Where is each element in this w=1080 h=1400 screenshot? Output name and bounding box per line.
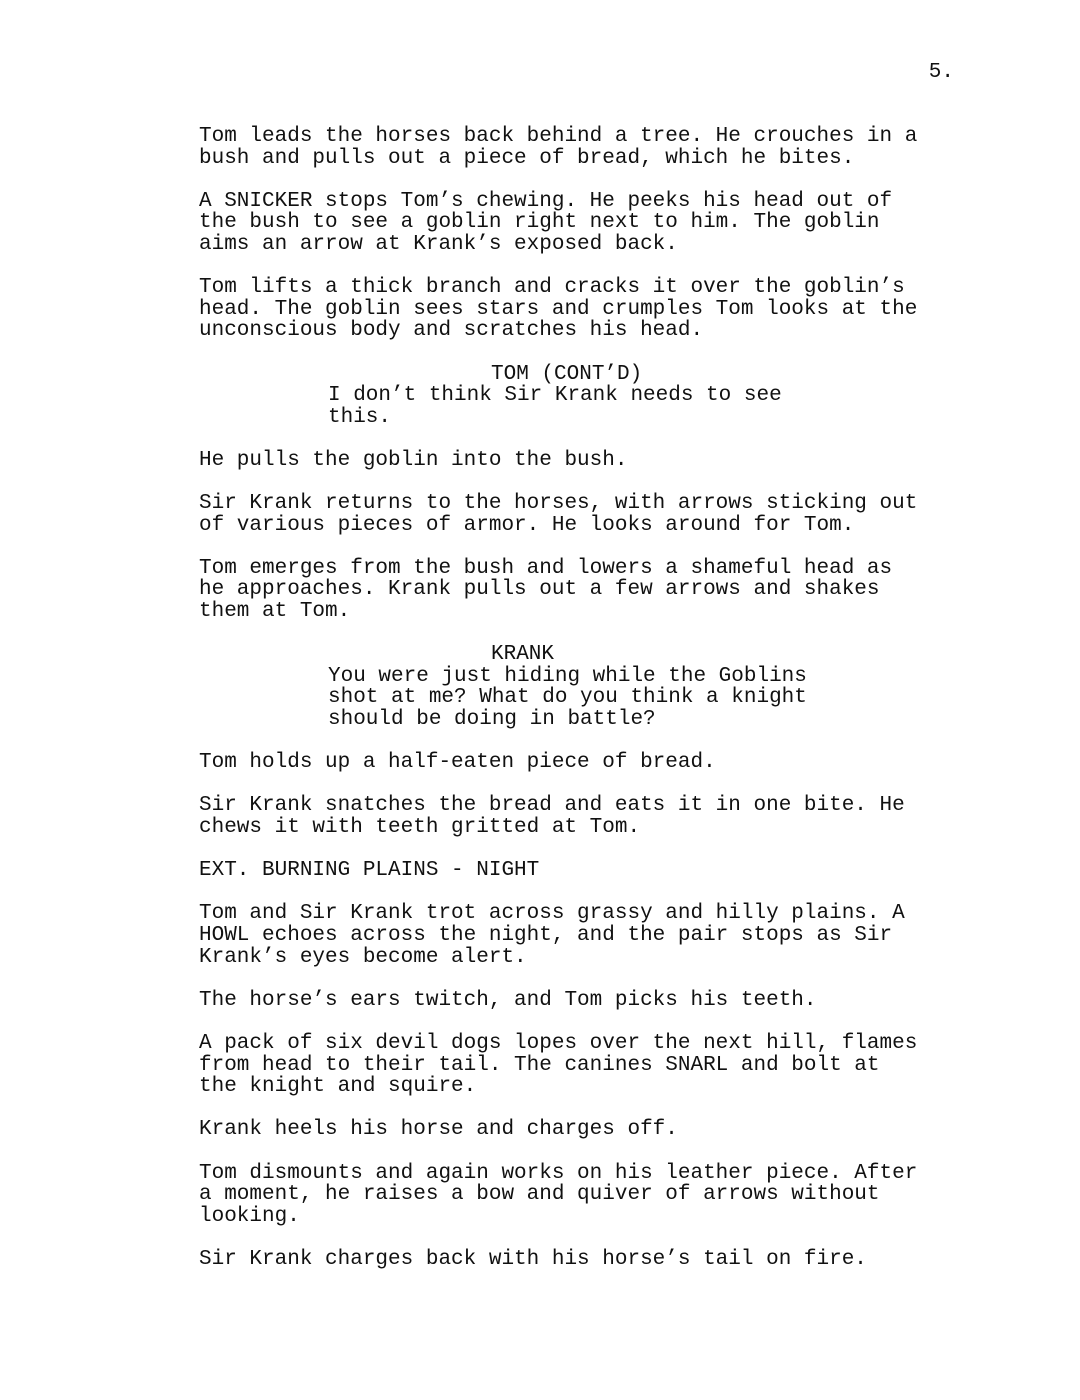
page-number: 5. bbox=[928, 61, 954, 84]
action-paragraph: Tom dismounts and again works on his leather piece. After a moment, he raises a bow and quiver of arrows without looking. bbox=[199, 1161, 918, 1228]
dialogue-block-krank bbox=[199, 644, 939, 730]
action-paragraph: He pulls the goblin into the bush. bbox=[199, 448, 628, 472]
action-paragraph: Sir Krank charges back with his horse’s tail on fire. bbox=[199, 1247, 867, 1271]
action-paragraph: Sir Krank returns to the horses, with arrows sticking out of various pieces of armor. He looks around for Tom. bbox=[199, 492, 918, 537]
action-paragraph: Tom emerges from the bush and lowers a shameful head as he approaches. Krank pulls out a few arrows and shakes them at Tom. bbox=[199, 556, 893, 624]
dialogue-line: I don’t think Sir Krank needs to see this. bbox=[328, 384, 782, 429]
action-paragraph: The horse’s ears twitch, and Tom picks his teeth. bbox=[199, 988, 817, 1012]
action-paragraph: Tom lifts a thick branch and cracks it over the goblin’s head. The goblin sees stars and crumples Tom looks at the unconscious body and scratches his head. bbox=[199, 276, 918, 343]
script-body bbox=[199, 126, 939, 1292]
scene-heading: EXT. BURNING PLAINS - NIGHT bbox=[199, 859, 540, 883]
character-name: TOM (CONT’D) bbox=[491, 362, 643, 386]
action-paragraph: Sir Krank snatches the bread and eats it in one bite. He chews it with teeth gritted at Tom. bbox=[199, 794, 905, 839]
action-paragraph: Tom leads the horses back behind a tree. He crouches in a bush and pulls out a piece of bread, which he bites. bbox=[199, 125, 918, 170]
dialogue-block-tom bbox=[199, 364, 939, 429]
action-paragraph: A pack of six devil dogs lopes over the next hill, flames from head to their tail. The canines SNARL and bolt at the knight and squire. bbox=[199, 1031, 918, 1099]
dialogue-line: You were just hiding while the Goblins shot at me? What do you think a knight should be doing in battle? bbox=[328, 664, 807, 732]
action-paragraph: Krank heels his horse and charges off. bbox=[199, 1118, 678, 1142]
action-paragraph: Tom holds up a half-eaten piece of bread. bbox=[199, 751, 716, 775]
character-name: KRANK bbox=[491, 643, 555, 667]
action-paragraph: A SNICKER stops Tom’s chewing. He peeks his head out of the bush to see a goblin right next to him. The goblin aims an arrow at Krank’s exposed back. bbox=[199, 189, 893, 256]
action-paragraph: Tom and Sir Krank trot across grassy and hilly plains. A HOWL echoes across the night, and the pair stops as Sir Krank’s eyes become alert. bbox=[199, 902, 905, 969]
